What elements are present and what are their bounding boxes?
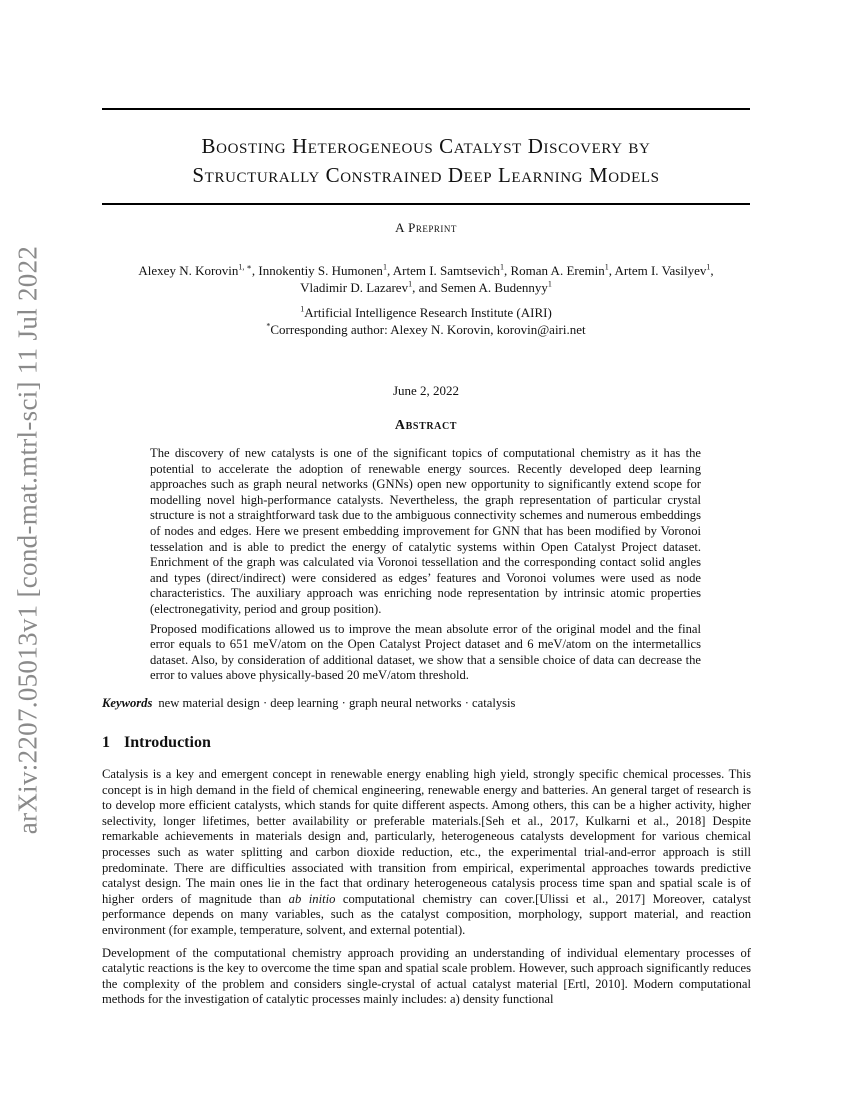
author-sup: 1 [547, 279, 552, 289]
abstract-paragraph: Proposed modifications allowed us to improve the mean absolute error of the original model and the final error equals to 651 meV/atom on the Open Catalyst Project dataset and 6 meV/atom on the intermetallics dataset. Also, by consideration of additional dataset, we show that a sensible choice of data can decrease the error to values above physically-based 20 meV/atom threshold. [150, 621, 701, 683]
arxiv-identifier: arXiv:2207.05013v1 [cond-mat.mtrl-sci] 11 Jul 2022 [12, 245, 43, 835]
abstract-body [150, 446, 701, 688]
keywords-line [102, 696, 750, 711]
author-name: Semen A. Budennyy [440, 280, 548, 295]
affiliation-line [102, 304, 750, 321]
author-name: Artem I. Vasilyev [614, 263, 707, 278]
intro-text: computational chemistry can cover.[Ulissi et al., 2017] Moreover, catalyst performance depends on many variables, such as the catalyst composition, morphology, support material, and reaction environment (for example, temperature, solvent, and external potential). [102, 891, 751, 937]
keywords-text: new material design · deep learning · graph neural networks · catalysis [158, 696, 516, 710]
section-title: Introduction [124, 734, 211, 751]
intro-italic-term: ab initio [288, 891, 336, 906]
author-line-1 [102, 262, 750, 279]
author-separator: , [503, 263, 511, 278]
section-number: 1 [102, 734, 110, 751]
title-line-1: Boosting Heterogeneous Catalyst Discovery by [201, 134, 651, 158]
author-separator: , [608, 263, 615, 278]
introduction-body [102, 767, 751, 1015]
author-sup: 1 [408, 279, 413, 289]
author-name: Innokentiy S. Humonen [258, 263, 383, 278]
corresponding-author-line [102, 321, 750, 338]
intro-paragraph-1 [102, 767, 751, 939]
author-separator: , [710, 263, 714, 278]
author-line-2 [102, 279, 750, 296]
arxiv-sidebar [8, 160, 48, 920]
corresponding-sup: * [266, 321, 271, 331]
author-list [102, 262, 750, 296]
affiliation-text: Artificial Intelligence Research Institute (AIRI) [304, 305, 552, 320]
author-sup: 1 [382, 262, 387, 272]
abstract-heading: Abstract [394, 418, 458, 433]
intro-paragraph-2: Development of the computational chemistry approach providing an understanding of individual elementary processes of catalytic reactions is the key to overcome the time span and spatial scale problem. However, such approach significantly reduces the complexity of the problem and considers single-crystal of actual catalyst material [Ertl, 2010]. Modern computational methods for the investigation of catalytic processes mainly includes: a) density functional [102, 945, 751, 1007]
author-sup: 1, ∗ [238, 262, 252, 272]
keywords-label: Keywords [102, 696, 153, 710]
publication-date: June 2, 2022 [392, 383, 460, 398]
affiliation-sup: 1 [300, 304, 305, 314]
author-separator: , [251, 263, 259, 278]
preprint-label: A Preprint [395, 220, 457, 235]
author-sup: 1 [604, 262, 609, 272]
abstract-paragraph: The discovery of new catalysts is one of the significant topics of computational chemistry as it has the potential to accelerate the adoption of renewable energy sources. Recently developed deep learning approaches such as graph neural networks (GNNs) open new opportunity to significantly extend scope for modelling novel high-performance catalysts. Nevertheless, the graph representation of particular crystal structure is not a straightforward task due to the ambiguous connectivity schemes and numerous embeddings of nodes and edges. Here we present embedding improvement for GNN that has been modified by Voronoi tesselation and is able to predict the energy of catalytic systems within Open Catalyst Project dataset. Enrichment of the graph was calculated via Voronoi tessellation and the corresponding contact solid angles and types (direct/indirect) were considered as edges’ features and Voronoi volumes were used as node characteristics. The auxiliary approach was enriching node representation by intrinsic atomic properties (electronegativity, period and group position). [150, 446, 701, 616]
author-separator: , and [412, 280, 441, 295]
author-name: Roman A. Eremin [510, 263, 605, 278]
section-heading [102, 734, 750, 752]
author-name: Artem I. Samtsevich [392, 263, 500, 278]
title-rule-top [102, 108, 750, 110]
intro-text: Catalysis is a key and emergent concept in renewable energy enabling high yield, strongly specific chemical processes. This concept is in high demand in the field of chemical engineering, renewable energy and batteries. An general target of research is to develop more efficient catalysts, which stands for quite different aspects. Among others, this can be a higher activity, higher selectivity, longer lifetimes, better availability or preferable materials.[Seh et al., 2017, Kulkarni et al., 2018] Despite remarkable achievements in materials design and, particularly, heterogeneous catalysts development for various chemical processes such as water splitting and carbon dioxide reduction, etc., the experimental trial-and-error approach is still predominate. There are difficulties associated with transition from empirical, experimental approaches towards predictive catalyst design. The main ones lie in the fact that ordinary heterogeneous catalysis process time span and spatial scale is of higher orders of magnitude than [102, 767, 751, 906]
title-rule-bottom [102, 203, 750, 205]
author-name: Alexey N. Korovin [138, 263, 239, 278]
author-name: Vladimir D. Lazarev [300, 280, 409, 295]
author-sup: 1 [499, 262, 504, 272]
paper-title [102, 132, 750, 190]
corresponding-author-text: Corresponding author: Alexey N. Korovin, korovin@airi.net [270, 322, 586, 337]
author-sup: 1 [706, 262, 711, 272]
author-separator: , [386, 263, 393, 278]
title-line-2: Structurally Constrained Deep Learning Models [192, 163, 660, 187]
affiliations [102, 304, 750, 338]
